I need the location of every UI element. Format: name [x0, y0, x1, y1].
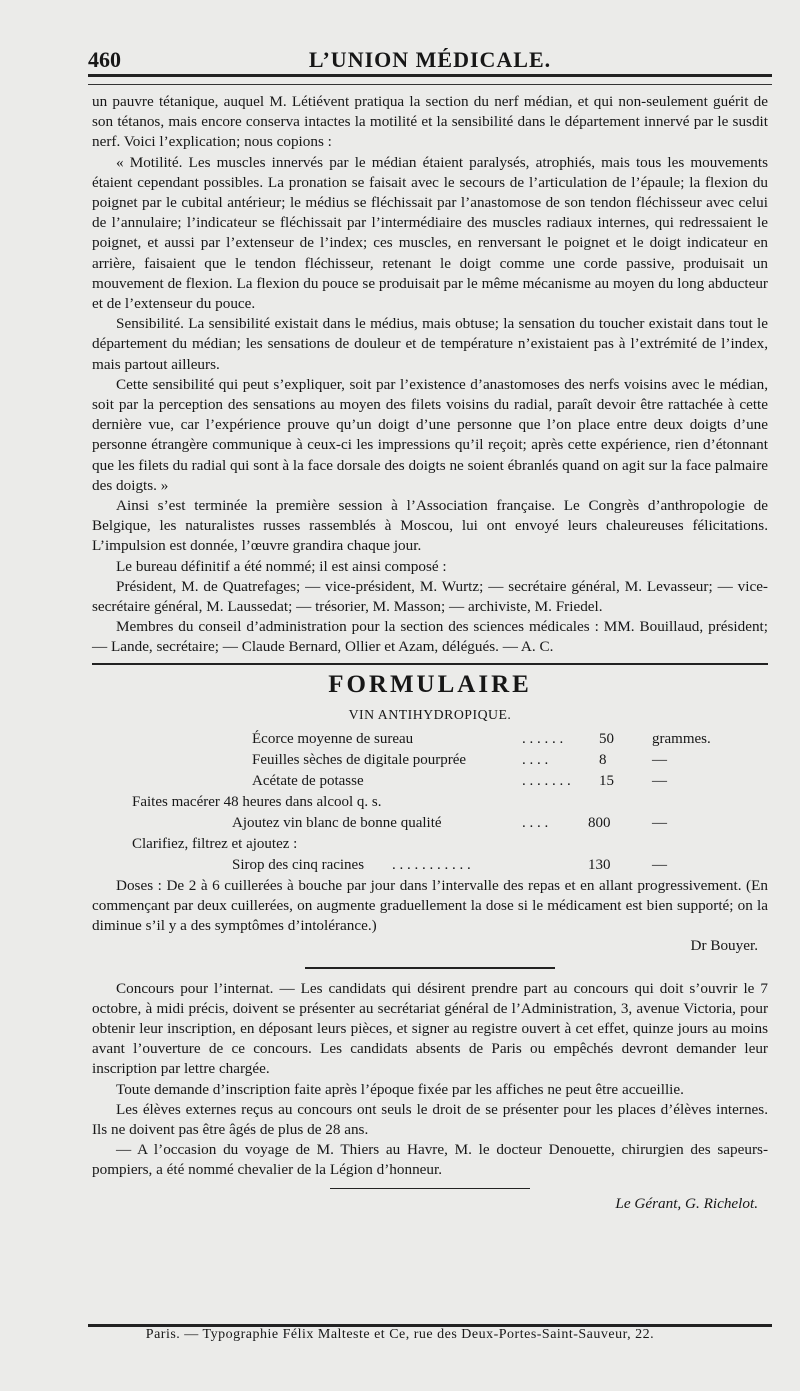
dosage-paragraph: Doses : De 2 à 6 cuillerées à bouche par jour dans l’intervalle des repas et en allant progressivement. (En commençant par deux cuillerées, on augmente graduellement la dose si le médicament est bien supporté; on la diminue s’il y a des symptômes d’intolérance.) — [92, 876, 768, 935]
recipe-row — [92, 771, 768, 792]
ingredient-quantity: 50 — [599, 730, 614, 747]
instruction-text: Clarifiez, filtrez et ajoutez : — [132, 835, 298, 852]
instruction-text: Faites macérer 48 heures dans alcool q. s. — [132, 793, 382, 810]
recipe-row — [92, 855, 768, 876]
short-divider — [330, 1188, 530, 1189]
leader-dots: . . . . . . . — [522, 772, 571, 789]
news-paragraph: — A l’occasion du voyage de M. Thiers au Havre, M. le docteur Denouette, chirurgien des sapeurs-pompiers, a été nommé chevalier de la Légion d’honneur. — [92, 1141, 768, 1179]
section-divider — [92, 663, 768, 665]
leader-dots: . . . . . . — [522, 730, 564, 747]
main-text — [92, 92, 768, 1214]
page-header — [88, 40, 772, 77]
paragraph: Président, M. de Quatrefages; — vice-président, M. Wurtz; — secrétaire général, M. Levasseur; — vice-secrétaire général, M. Laussedat; — trésorier, M. Masson; — archiviste, M. Friedel. — [92, 577, 768, 616]
header-rule — [88, 84, 772, 85]
gerant-signature: Le Gérant, G. Richelot. — [615, 1194, 758, 1212]
short-divider — [305, 967, 555, 969]
leader-dots: . . . . . . . . . . . — [392, 856, 471, 873]
recipe-row — [92, 813, 768, 834]
ingredient-name: Acétate de potasse — [252, 772, 364, 789]
paragraph: Membres du conseil d’administration pour la section des sciences médicales : MM. Bouillaud, président; — Lande, secrétaire; — Claude Bernard, Ollier et Azam, délégués. — A. C. — [92, 618, 768, 656]
paragraph: Ainsi s’est terminée la première session à l’Association française. Le Congrès d’anthropologie de Belgique, les naturalistes russes rassemblés à Moscou, lui ont envoyé leurs chaleureuses félicitations. L’impulsion est donnée, l’œuvre grandira chaque jour. — [92, 497, 768, 555]
ingredient-name: Ajoutez vin blanc de bonne qualité — [232, 814, 442, 831]
ingredient-quantity: 8 — [599, 751, 607, 768]
paragraph: un pauvre tétanique, auquel M. Létiévent pratiqua la section du nerf médian, et qui non-seulement guérit de son tétanos, mais encore conserva intactes la motilité et la sensibilité dans le département innervé par le susdit nerf. Voici l’explication; nous copions : — [92, 93, 768, 151]
ingredient-name: Écorce moyenne de sureau — [252, 730, 414, 747]
section-title: FORMULAIRE — [328, 670, 532, 698]
paragraph: Sensibilité. La sensibilité existait dans le médius, mais obtuse; la sensation du toucher existait dans tout le département du médian; les sensations de douleur et de température n’existaient pas à l’extrémité de l’index, mais partout ailleurs. — [92, 315, 768, 373]
printer-imprint: Paris. — Typographie Félix Malteste et Ce, rue des Deux-Portes-Saint-Sauveur, 22. — [145, 1327, 655, 1342]
ingredient-unit: — — [652, 814, 667, 831]
leader-dots: . . . . — [522, 751, 549, 768]
ingredient-unit: — — [652, 772, 667, 789]
recipe-row — [92, 729, 768, 750]
paragraph: Cette sensibilité qui peut s’expliquer, soit par l’existence d’anastomoses des nerfs voisins avec le médian, soit par la perception des sensations au moyen des filets voisins du radial, paraît devoir être rattachée à cette dernière vue, car l’expérience prouve qu’un doigt d’une personne que l’on place entre deux doigts d’une personne étrangère communique à ceux-ci les impressions qu’il reçoit; après cette expérience, rien d’étonnant que les filets du radial qui sont à la face dorsale des doigts ne soient ébranlés quand on agit sur la face palmaire des doigts. » — [92, 375, 768, 494]
ingredient-quantity: 800 — [588, 814, 611, 831]
leader-dots: . . . . — [522, 814, 549, 831]
paragraph: « Motilité. Les muscles innervés par le médian étaient paralysés, atrophiés, mais tous les mouvements étaient cependant possibles. La pronation se faisait avec le secours de l’articulation de l’épaule; la flexion du poignet par le cubital antérieur; le médius se fléchissait par l’anastomose de son tendon fléchisseur avec celui de l’annulaire; l’indicateur se fléchissait par l’intermédiaire des muscles radiaux internes, qui redressaient le poignet, et aussi par l’extenseur de l’index; ces muscles, en renversant le poignet et le doigt indicateur en arrière, faisaient que le tendon fléchisseur, retenant le doigt comme une corde passive, produisait un mouvement de flexion. La flexion du pouce se produisait par le même mécanisme au moyen du long abducteur et de l’extenseur du pouce. — [92, 153, 768, 313]
recipe-instruction — [92, 834, 768, 855]
news-paragraph: Toute demande d’inscription faite après l’époque fixée par les affiches ne peut être accueillie. — [116, 1080, 684, 1098]
ingredient-name: Feuilles sèches de digitale pourprée — [252, 751, 467, 768]
recipe-signature: Dr Bouyer. — [690, 937, 758, 955]
running-head: L’UNION MÉDICALE. — [308, 47, 552, 72]
page-number: 460 — [88, 47, 121, 72]
recipe-title: VIN ANTIHYDROPIQUE. — [348, 706, 512, 722]
ingredient-quantity: 15 — [599, 772, 614, 789]
recipe-row — [92, 750, 768, 771]
news-paragraph: Concours pour l’internat. — Les candidats qui désirent prendre part au concours qui doit s’ouvrir le 7 octobre, à midi précis, doivent se présenter au secrétariat général de l’Administration, 3, avenue Victoria, pour obtenir leur inscription, en déposant leurs pièces, et signer au registre ouvert à cet effet, quinze jours au moins avant l’ouverture de ce concours. Les candidats absents de Paris ou empêchés devront demander leur inscription par lettre chargée. — [92, 979, 768, 1078]
recipe-instruction — [92, 792, 768, 813]
paragraph: Le bureau définitif a été nommé; il est ainsi composé : — [116, 557, 447, 575]
ingredient-unit: — — [652, 856, 667, 873]
news-paragraph: Les élèves externes reçus au concours ont seuls le droit de se présenter pour les places d’élèves internes. Ils ne doivent pas être âgés de plus de 28 ans. — [92, 1100, 768, 1138]
ingredient-quantity: 130 — [588, 856, 611, 873]
ingredient-name: Sirop des cinq racines — [232, 856, 365, 873]
recipe — [92, 729, 768, 876]
ingredient-unit: — — [652, 751, 667, 768]
ingredient-unit: grammes. — [652, 730, 711, 747]
